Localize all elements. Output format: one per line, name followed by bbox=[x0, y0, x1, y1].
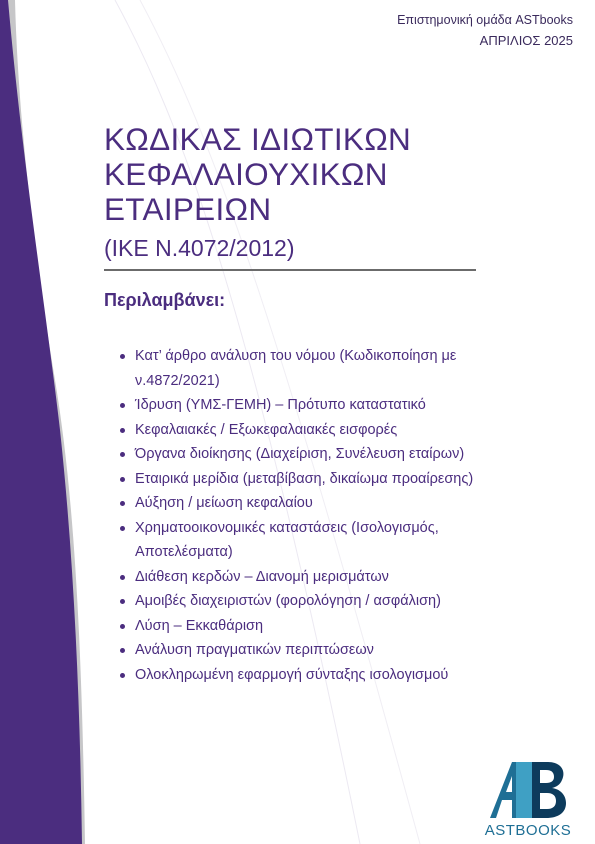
list-item: Λύση – Εκκαθάριση bbox=[116, 614, 536, 639]
cover-header bbox=[397, 12, 573, 50]
list-item: Κεφαλαιακές / Εξωκεφαλαιακές εισφορές bbox=[116, 418, 536, 443]
list-item: Αμοιβές διαχειριστών (φορολόγηση / ασφάλιση) bbox=[116, 589, 536, 614]
list-item: Διάθεση κερδών – Διανομή μερισμάτων bbox=[116, 565, 536, 590]
contents-heading: Περιλαμβάνει: bbox=[104, 290, 226, 310]
title-line: ΕΤΑΙΡΕΙΩΝ bbox=[104, 191, 272, 227]
publisher-team: Επιστημονική ομάδα ASTbooks bbox=[397, 13, 573, 27]
astbooks-logo bbox=[476, 758, 580, 840]
list-item: Ίδρυση (ΥΜΣ-ΓΕΜΗ) – Πρότυπο καταστατικό bbox=[116, 393, 536, 418]
list-item: Αύξηση / μείωση κεφαλαίου bbox=[116, 491, 536, 516]
list-item: Όργανα διοίκησης (Διαχείριση, Συνέλευση εταίρων) bbox=[116, 442, 536, 467]
contents-list bbox=[116, 344, 536, 687]
book-subtitle: (ΙΚΕ Ν.4072/2012) bbox=[104, 235, 295, 261]
title-line: ΚΕΦΑΛΑΙΟΥΧΙΚΩΝ bbox=[104, 156, 388, 192]
title-divider bbox=[104, 269, 476, 271]
list-item: Εταιρικά μερίδια (μεταβίβαση, δικαίωμα προαίρεσης) bbox=[116, 467, 536, 492]
list-item: Ανάλυση πραγματικών περιπτώσεων bbox=[116, 638, 536, 663]
publication-date: ΑΠΡΙΛΙΟΣ 2025 bbox=[479, 33, 573, 48]
title-line: ΚΩΔΙΚΑΣ ΙΔΙΩΤΙΚΩΝ bbox=[104, 121, 412, 157]
list-item: Ολοκληρωμένη εφαρμογή σύνταξης ισολογισμού bbox=[116, 663, 536, 688]
ab-monogram-icon bbox=[476, 758, 580, 820]
background-purple-band bbox=[0, 0, 82, 844]
list-item: Κατ’ άρθρο ανάλυση του νόμου (Κωδικοποίηση με ν.4872/2021) bbox=[116, 344, 536, 393]
logo-wordmark: ASTBOOKS bbox=[484, 822, 572, 839]
list-item: Χρηματοοικονομικές καταστάσεις (Ισολογισμός, Αποτελέσματα) bbox=[116, 516, 536, 565]
book-title bbox=[104, 122, 544, 227]
